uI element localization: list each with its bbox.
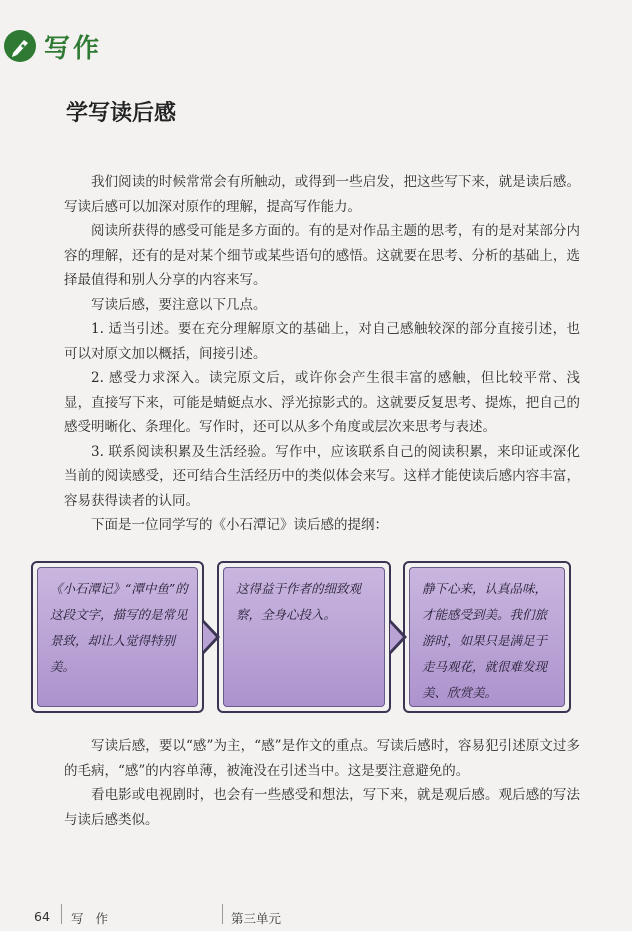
divider: [61, 904, 62, 924]
paragraph: 3. 联系阅读积累及生活经验。写作中，应该联系自己的阅读积累，来印证或深化当前的阅读感受，还可结合生活经历中的类似体会来写。这样才能使读后感内容丰富，容易获得读者的认同。: [64, 443, 580, 509]
outline-box: [217, 561, 391, 713]
paragraph: 2. 感受力求深入。读完原文后，或许你会产生很丰富的感触，但比较平常、浅显，直接写下来，可能是蜻蜓点水、浮光掠影式的。这就要反复思考、提炼，把自己的感受明晰化、条理化。写作时，还可以从多个角度或层次来思考与表述。: [64, 370, 580, 435]
outline-flowchart: [31, 561, 571, 713]
paragraph: 1. 适当引述。要在充分理解原文的基础上，对自己感触较深的部分直接引述，也可以对原文加以概括，间接引述。: [64, 321, 580, 362]
divider: [222, 904, 223, 924]
outline-box: [403, 561, 571, 713]
outline-box-text: 这得益于作者的细致观察，全身心投入。: [236, 581, 362, 622]
outline-box-text: 静下心来，认真品味，才能感受到美。我们旅游时，如果只是满足于走马观花，就很难发现美、欣赏美。: [422, 581, 548, 700]
paragraph: 写读后感，要以“感”为主，“感”是作文的重点。写读后感时，容易犯引述原文过多的毛病，“感”的内容单薄，被淹没在引述当中。这是要注意避免的。: [64, 738, 580, 779]
paragraph: 阅读所获得的感受可能是多方面的。有的是对作品主题的思考，有的是对某部分内容的理解，还有的是对某个细节或某些语句的感悟。这就要在思考、分析的基础上，选择最值得和别人分享的内容来写。: [64, 223, 580, 288]
section-title: 写作: [44, 33, 103, 64]
page-title: 学写读后感: [66, 101, 177, 126]
body-text-top: [64, 170, 580, 538]
arrow-right-icon: [390, 623, 403, 651]
page-number: 64: [34, 909, 50, 924]
paragraph: 下面是一位同学写的《小石潭记》读后感的提纲：: [91, 517, 388, 533]
arrow-right-icon: [203, 623, 216, 651]
outline-box-text: 《小石潭记》“潭中鱼”的这段文字，描写的是常见景致，却让人觉得特别美。: [50, 581, 188, 674]
paragraph: 看电影或电视剧时，也会有一些感受和想法，写下来，就是观后感。观后感的写法与读后感类似。: [64, 787, 580, 828]
footer-unit-name: 第三单元: [231, 911, 282, 926]
pen-nib-icon: [4, 30, 36, 62]
paragraph: 写读后感，要注意以下几点。: [91, 296, 267, 313]
body-text-bottom: [64, 734, 580, 832]
page-footer: [0, 898, 632, 928]
outline-box: [31, 561, 204, 713]
footer-section-name: 写 作: [71, 911, 112, 926]
section-header: [4, 28, 102, 64]
paragraph: 我们阅读的时候常常会有所触动，或得到一些启发，把这些写下来，就是读后感。写读后感可以加深对原作的理解，提高写作能力。: [64, 174, 580, 215]
